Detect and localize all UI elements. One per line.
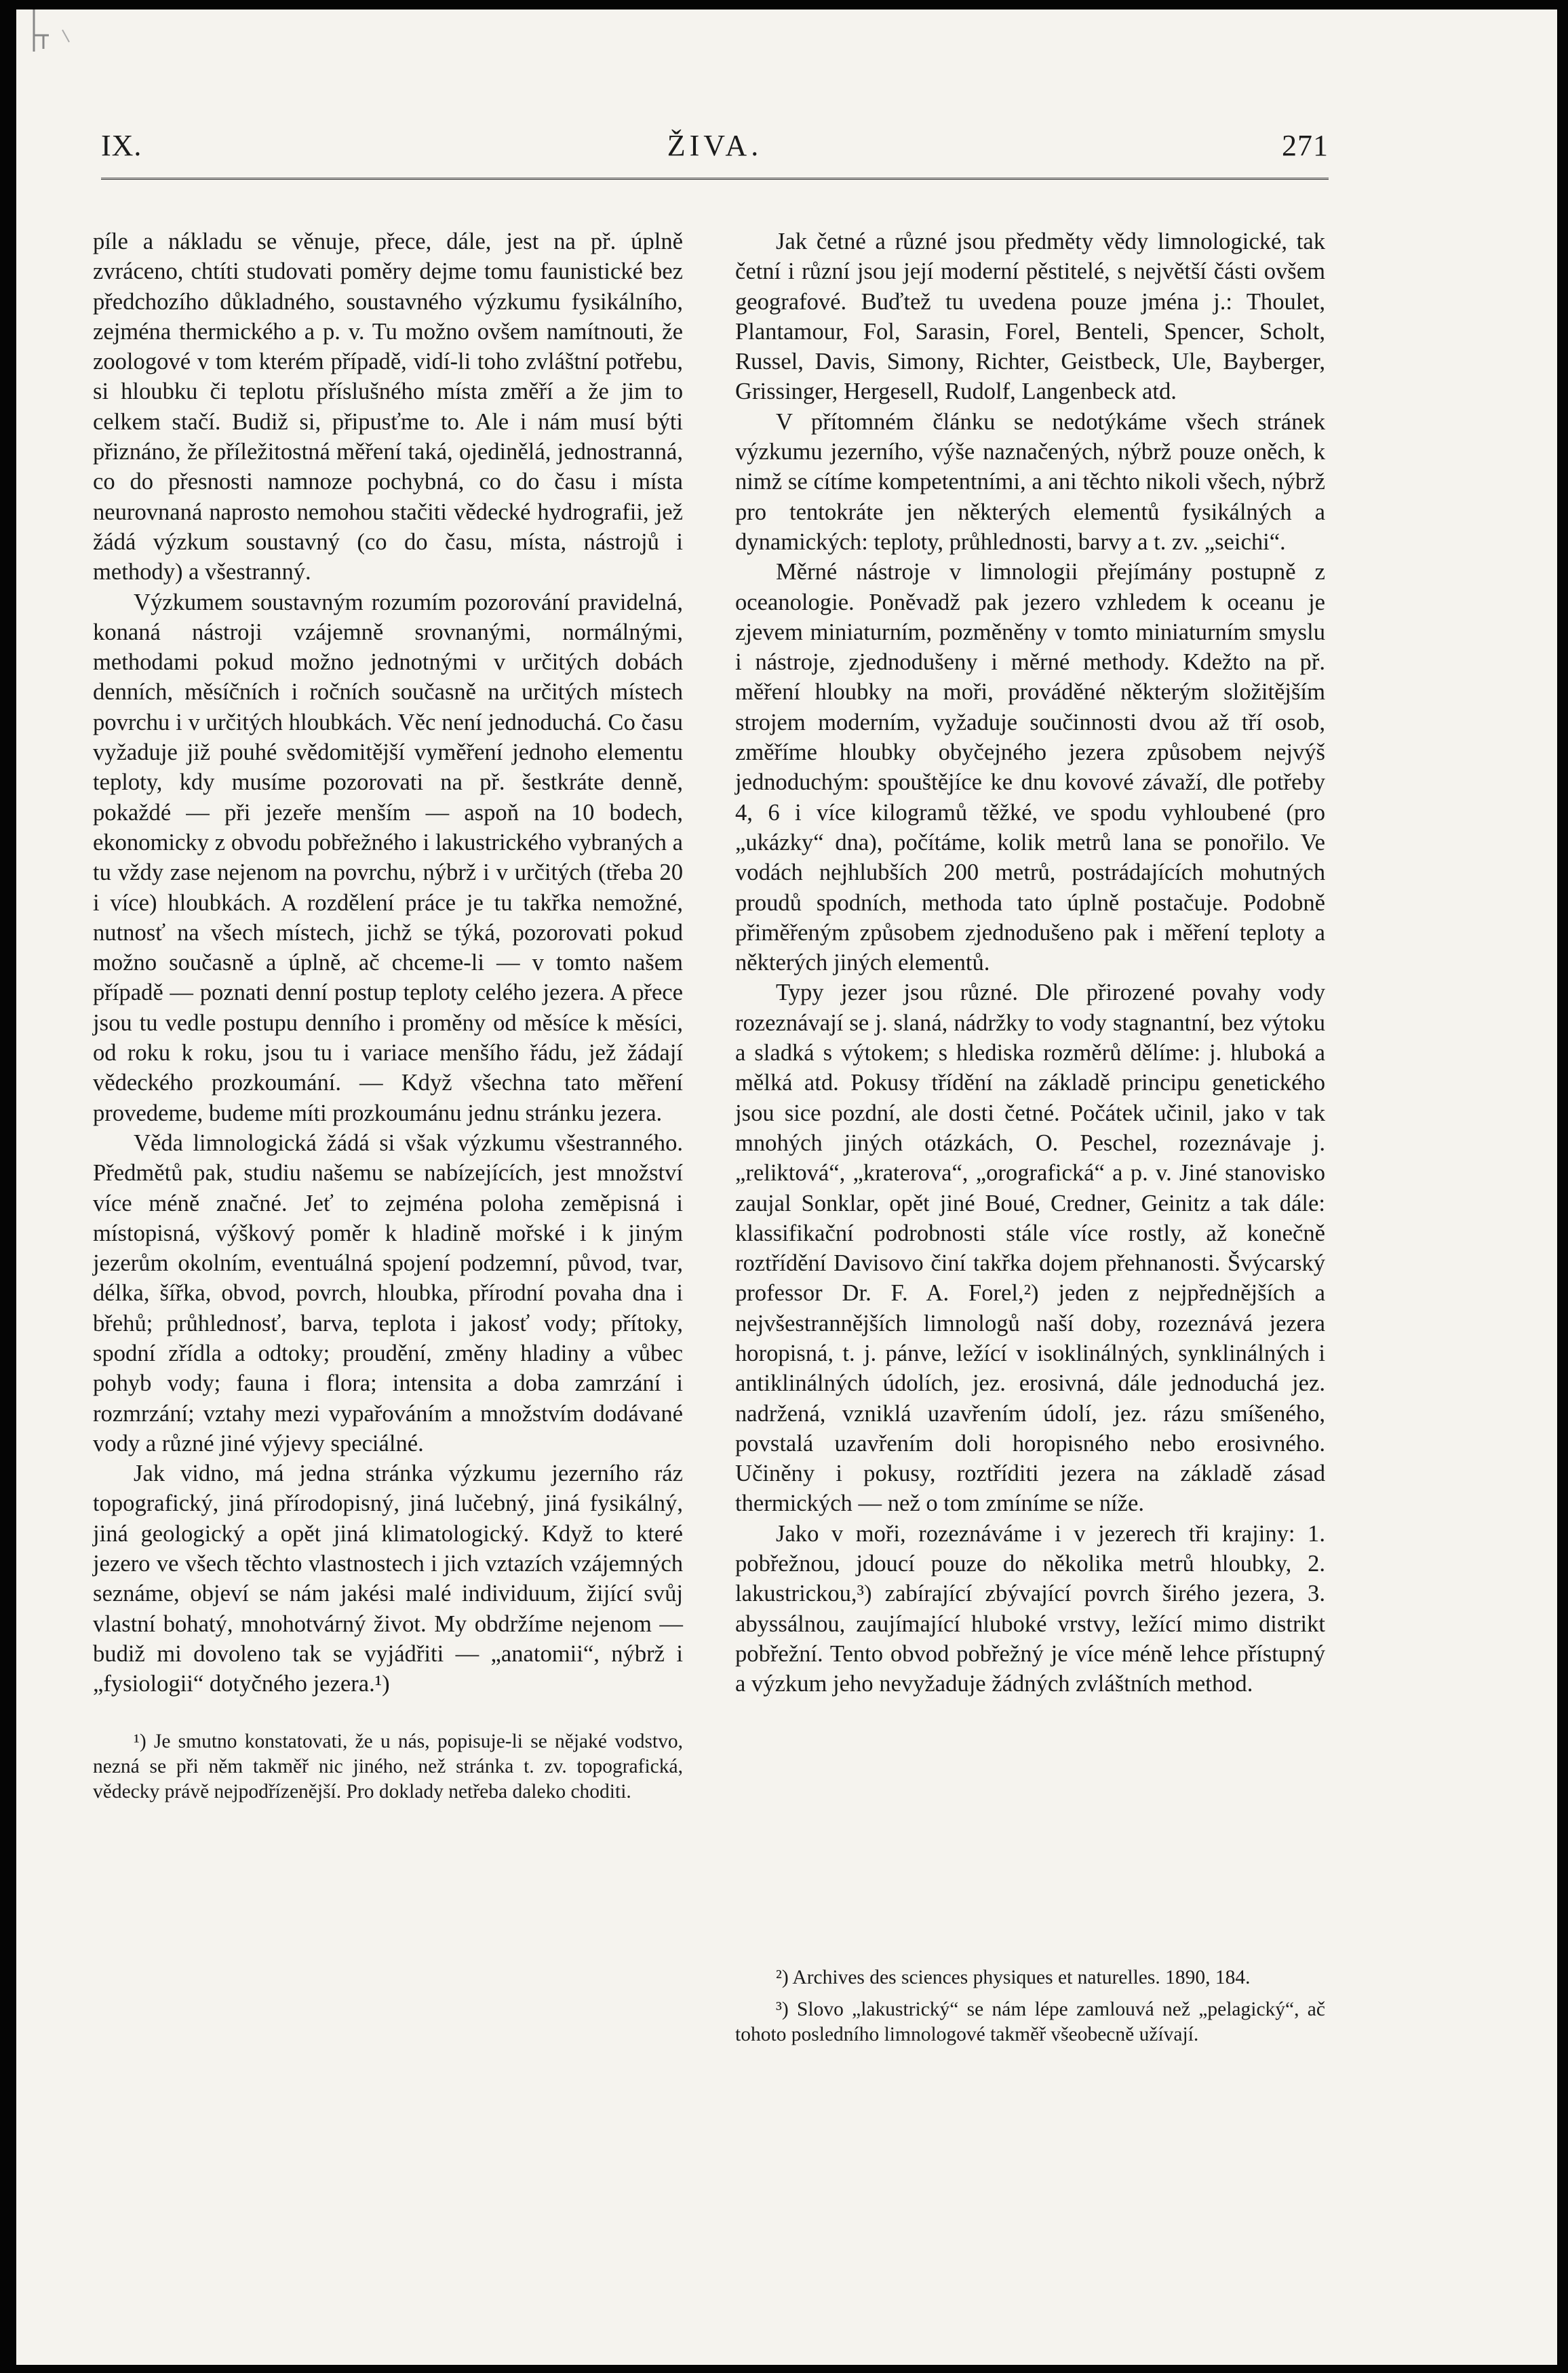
journal-title: ŽIVA. [667, 129, 763, 162]
footnote-3: ³) Slovo „lakustrický“ se nám lépe zamlouvá než „pelagický“, ač tohoto posledního limnologové takměř všeobecně užívají. [735, 1999, 1325, 2045]
paragraph: Výzkumem soustavným rozumím pozorování pravidelná, konaná nástroji vzájemně srovnanými, normálnými, methodami pokud možno jednotnými v určitých dobách denních, měsíčních i ročních současně na určitých místech povrchu i v určitých hloubkách. Věc není jednoduchá. Co času vyžaduje již pouhé svědomitější vyměření jednoho elementu teploty, kdy musíme pozorovati na př. šestkráte denně, pokaždé — při jezeře menším — aspoň na 10 bodech, ekonomicky z obvodu pobřežného i lakustrického vybraných a tu vždy zase nejenom na povrchu, nýbrž i v určitých (třeba 20 i více) hloubkách. A rozdělení práce je tu takřka nemožné, nutnosť na všech místech, jichž se týká, pozorovati pokud možno současně a úplně, ač chceme-li — v tomto našem případě — poznati denní postup teploty celého jezera. A přece jsou tu vedle postupu denního i proměny od měsíce k měsíci, od roku k roku, jsou tu i variace menšího řádu, jež žádají vědeckého prozkoumání. — Když všechna tato měření provedeme, budeme míti prozkoumánu jednu stránku jezera. [93, 589, 683, 1126]
paragraph: Typy jezer jsou různé. Dle přirozené povahy vody rozeznávají se j. slaná, nádržky to vody stagnantní, bez výtoku a sladká s výtokem; s hlediska rozměrů dělíme: j. hluboká a mělká atd. Pokusy třídění na základě principu genetického jsou sice pozdní, ale dosti četné. Počátek učinil, jako v tak mnohých jiných otázkách, O. Peschel, rozeznávaje j. „reliktová“, „kraterova“, „orografická“ a p. v. Jiné stanovisko zaujal Sonklar, opět jiné Boué, Credner, Geinitz a tak dále: klassifikační podrobnosti stále více rostly, až konečně roztřídění Davisovo činí takřka dojem přehnanosti. Švýcarský professor Dr. F. A. Forel,²) jeden z nejpřednějších a nejvšestrannějších limnologů naší doby, rozeznává jezera horopisná, t. j. pánve, ležící v isoklinálných, synklinálných i antiklinálných údolích, jez. erosivná, dále jednoduchá jez. nadržená, vzniklá uzavřením údolí, jez. rázu smíšeného, povstalá uzavřením doli horopisného nebo erosivného. Učiněny i pokusy, roztříditi jezera na základě zásad thermických — než o tom zmíníme se níže. [735, 980, 1325, 1517]
paragraph: V přítomném článku se nedotýkáme všech stránek výzkumu jezerního, výše naznačených, nýbrž pouze oněch, k nimž se cítíme kompetentními, a ani těchto nikoli všech, nýbrž pro tentokráte jen některých elementů fysikálných a dynamických: teploty, průhlednosti, barvy a t. zv. „seichi“. [735, 408, 1325, 555]
footnote-2: ²) Archives des sciences physiques et naturelles. 1890, 184. [776, 1967, 1251, 1988]
left-column [93, 227, 683, 1805]
header-rule [101, 178, 1329, 180]
page [16, 9, 1557, 2365]
right-column [735, 227, 1325, 1699]
paragraph: Měrné nástroje v limnologii přejímány postupně z oceanologie. Poněvadž pak jezero vzhledem k oceanu je zjevem miniaturním, pozměněny v tomto miniaturním smyslu i nástroje, zjednodušeny i měrné methody. Kdežto na př. měření hloubky na moři, prováděné některým složitějším strojem moderním, vyžaduje součinnosti dvou až tří osob, změříme hloubky obyčejného jezera způsobem nejvýš jednoduchým: spouštějíce ke dnu kovové závaží, dle potřeby 4, 6 i více kilogramů těžké, ve spodu vyhloubené (pro „ukázky“ dna), počítáme, kolik metrů lana se ponořilo. Ve vodách nejhlubších 200 metrů, postrádajících mohutných proudů spodních, methoda tato úplně postačuje. Podobně přiměřeným způsobem zjednodušeno pak i měření teploty a některých jiných elementů. [735, 559, 1325, 976]
paragraph: Jak vidno, má jedna stránka výzkumu jezerního ráz topografický, jiná přírodopisný, jiná lučebný, jiná fysikálný, jiná geologický a opět jiná klimatologický. Když to které jezero ve všech těchto vlastnostech i jich vztazích vzájemných seznáme, objeví se nám jakési malé individuum, žijící svůj vlastní bohatý, mnohotvárný život. My obdržíme nejenom — budiž mi dovoleno tak se vyjádřiti — „anatomii“, nýbrž i „fysiologii“ dotyčného jezera.¹) [93, 1461, 683, 1697]
page-number: 271 [1282, 129, 1329, 162]
footnotes-left [93, 1729, 683, 1805]
paragraph: Jak četné a různé jsou předměty vědy limnologické, tak četní i různí jsou její moderní pěstitelé, s největší části ovšem geografové. Buďtež tu uvedena pouze jména j.: Thoulet, Plantamour, Fol, Sarasin, Forel, Benteli, Spencer, Scholt, Russel, Davis, Simony, Richter, Geistbeck, Ule, Bayberger, Grissinger, Hergesell, Rudolf, Langenbeck atd. [735, 229, 1325, 405]
volume-number: IX. [101, 129, 142, 162]
paragraph: píle a nákladu se věnuje, přece, dále, jest na př. úplně zvráceno, chtíti studovati poměry dejme tomu faunistické bez předchozího důkladného, soustavného výzkumu fysikálního, zejména thermického a p. v. Tu možno ovšem namítnouti, že zoologové v tom kterém případě, vidí-li toho zvláštní potřebu, si hloubku či teplotu příslušného místa změří a že jim to celkem stačí. Budiž si, připusťme to. Ale i nám musí býti přiznáno, že příležitostná měření taká, ojedinělá, jednostranná, co do přesnosti namnoze pochybná, co do času i místa neurovnaná naprosto nemohou stačiti vědecké hydrografii, jež žádá výzkum soustavný (co do času, místa, nástrojů i methody) a všestranný. [93, 229, 683, 585]
footnote-1: ¹) Je smutno konstatovati, že u nás, popisuje-li se nějaké vodstvo, nezná se při něm takměř nic jiného, než stránka t. zv. topografická, vědecky právě nejpodřízenější. Pro doklady netřeba daleko choditi. [93, 1730, 683, 1802]
paragraph: Věda limnologická žádá si však výzkumu všestranného. Předmětů pak, studiu našemu se nabízejících, jest množství více méně značné. Jeť to zejména poloha zeměpisná i místopisná, výškový poměr k hladině mořské i k jiným jezerům okolním, eventuálná spojení podzemní, původ, tvar, délka, šířka, obvod, povrch, hloubka, přírodní povaha dna i břehů; průhlednosť, barva, teplota i jakosť vody; přítoky, spodní zřídla a odtoky; proudění, změny hladiny a vůbec pohyb vody; fauna i flora; intensita a doba zamrzání i rozmrzání; vztahy mezi vypařováním a množstvím dodávané vody a různé jiné výjevy speciálné. [93, 1130, 683, 1456]
running-header [101, 128, 1329, 182]
paragraph: Jako v moři, rozeznáváme i v jezerech tři krajiny: 1. pobřežnou, jdoucí pouze do několika metrů hloubky, 2. lakustrickou,³) zabírající zbývající povrch širého jezera, 3. abyssálnou, zaujímající hluboké vrstvy, ležící mimo distrikt pobřežní. Tento obvod pobřežný je více méně lehce přístupný a výzkum jeho nevyžaduje žádných zvláštních method. [735, 1520, 1325, 1697]
scan-corner-mark [22, 9, 83, 64]
footnotes-right [735, 1965, 1325, 2047]
